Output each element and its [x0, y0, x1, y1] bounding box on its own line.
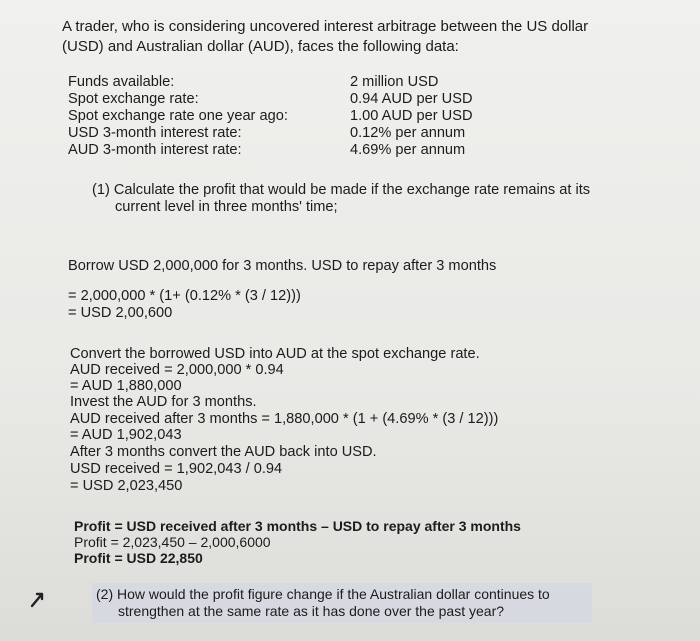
data-value: 4.69% per annum [350, 142, 466, 158]
convert-line: = AUD 1,902,043 [70, 427, 182, 443]
convert-line: AUD received after 3 months = 1,880,000 * (1 + (4.69% * (3 / 12))) [70, 411, 499, 427]
profit-formula: Profit = USD received after 3 months – USD to repay after 3 months [74, 518, 521, 534]
convert-line: = USD 2,023,450 [70, 478, 183, 494]
convert-line: Invest the AUD for 3 months. [70, 394, 257, 410]
convert-line: = AUD 1,880,000 [70, 378, 182, 394]
borrow-result: = USD 2,00,600 [68, 305, 173, 321]
intro-line-2: (USD) and Australian dollar (AUD), faces the following data: [62, 38, 459, 55]
data-label: Spot exchange rate: [68, 91, 199, 107]
borrow-calc: = 2,000,000 * (1+ (0.12% * (3 / 12))) [68, 288, 301, 304]
convert-line: USD received = 1,902,043 / 0.94 [70, 461, 283, 477]
convert-line: AUD received = 2,000,000 * 0.94 [70, 362, 284, 378]
intro-line-1: A trader, who is considering uncovered interest arbitrage between the US dollar [62, 18, 589, 35]
data-label: AUD 3-month interest rate: [68, 142, 242, 158]
data-value: 2 million USD [350, 74, 439, 90]
data-label: Funds available: [68, 74, 175, 90]
data-value: 0.94 AUD per USD [350, 91, 473, 107]
question2-line-2: strengthen at the same rate as it has done over the past year? [118, 603, 505, 619]
arrow-cursor-icon [30, 590, 46, 608]
profit-calc: Profit = 2,023,450 – 2,000,6000 [74, 534, 271, 550]
borrow-line: Borrow USD 2,000,000 for 3 months. USD to repay after 3 months [68, 258, 497, 274]
data-value: 1.00 AUD per USD [350, 108, 473, 124]
data-label: USD 3-month interest rate: [68, 125, 242, 141]
question1-line-2: current level in three months' time; [115, 199, 338, 215]
data-label: Spot exchange rate one year ago: [68, 108, 288, 124]
question1-line-1: (1) Calculate the profit that would be made if the exchange rate remains at its [92, 182, 591, 198]
convert-line: After 3 months convert the AUD back into USD. [70, 444, 377, 460]
convert-line: Convert the borrowed USD into AUD at the spot exchange rate. [70, 346, 480, 362]
profit-result: Profit = USD 22,850 [74, 550, 203, 566]
question2-line-1: (2) How would the profit figure change if the Australian dollar continues to [96, 586, 550, 602]
data-value: 0.12% per annum [350, 125, 466, 141]
